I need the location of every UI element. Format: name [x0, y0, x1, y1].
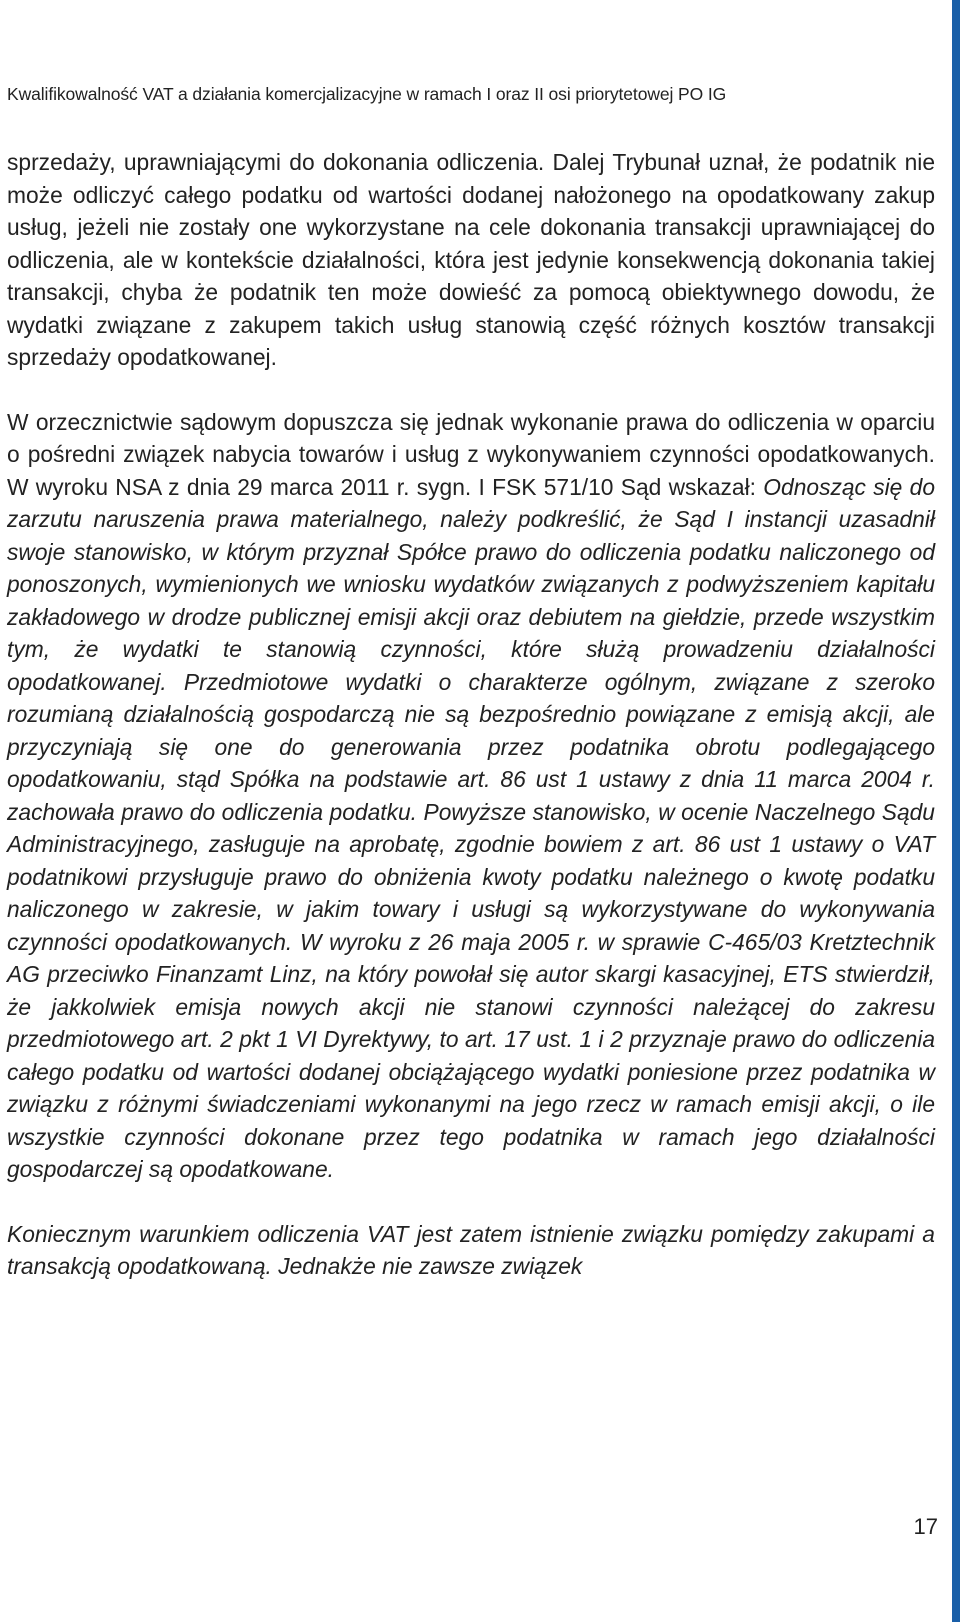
paragraph-2: [7, 406, 935, 1186]
paragraph-2-quote: Odnosząc się do zarzutu naruszenia prawa materialnego, należy podkreślić, że Sąd I instancji uzasadnił swoje stanowisko, w którym przyznał Spółce prawo do odliczenia podatku naliczonego od ponoszonych, wymienionych we wniosku wydatków związanych z podwyższeniem kapitału zakładowego w drodze publicznej emisji akcji oraz debiutem na giełdzie, przede wszystkim tym, że wydatki te stanowią czynności, które służą prowadzeniu działalności opodatkowanej. Przedmiotowe wydatki o charakterze ogólnym, związane z szeroko rozumianą działalnością gospodarczą nie są bezpośrednio powiązane z emisją akcji, ale przyczyniają się one do generowania przez podatnika obrotu podlegającego opodatkowaniu, stąd Spółka na podstawie art. 86 ust 1 ustawy z dnia 11 marca 2004 r. zachowała prawo do odliczenia podatku. Powyższe stanowisko, w ocenie Naczelnego Sądu Administracyjnego, zasługuje na aprobatę, zgodnie bowiem z art. 86 ust 1 ustawy o VAT podatnikowi przysługuje prawo do obniżenia kwoty podatku należnego o kwotę podatku naliczonego w zakresie, w jakim towary i usługi są wykorzystywane do wykonywania czynności opodatkowanych. W wyroku z 26 maja 2005 r. w sprawie C-465/03 Kretztechnik AG przeciwko Finanzamt Linz, na który powołał się autor skargi kasacyjnej, ETS stwierdził, że jakkolwiek emisja nowych akcji nie stanowi czynności należącej do zakresu przedmiotowego art. 2 pkt 1 VI Dyrektywy, to art. 17 ust. 1 i 2 przyznaje prawo do odliczenia całego podatku od wartości dodanej obciążającego wydatki poniesione przez podatnika w związku z różnymi świadczeniami wykonanymi na jego rzecz w ramach emisji akcji, o ile wszystkie czynności dokonane przez tego podatnika w ramach jego działalności gospodarczej są opodatkowane.: [7, 473, 935, 1182]
accent-side-bar: [952, 0, 960, 1622]
page-number: 17: [913, 1514, 938, 1539]
document-body: [7, 146, 935, 1283]
paragraph-1: [7, 146, 935, 374]
running-header: Kwalifikowalność VAT a działania komercjalizacyjne w ramach I oraz II osi priorytetowej PO IG: [7, 84, 727, 104]
paragraph-3: [7, 1218, 935, 1283]
paragraph-3-text: Koniecznym warunkiem odliczenia VAT jest zatem istnienie związku pomiędzy zakupami a transakcją opodatkowaną. Jednakże nie zawsze związek: [7, 1220, 935, 1279]
paragraph-1-text: sprzedaży, uprawniającymi do dokonania odliczenia. Dalej Trybunał uznał, że podatnik nie może odliczyć całego podatku od wartości dodanej nałożonego na opodatkowany zakup usług, jeżeli nie zostały one wykorzystane na cele dokonania transakcji uprawniającej do odliczenia, ale w kontekście działalności, która jest jedynie konsekwencją dokonania takiej transakcji, chyba że podatnik ten może dowieść za pomocą obiektywnego dowodu, że wydatki związane z zakupem takich usług stanowią część różnych kosztów transakcji sprzedaży opodatkowanej.: [7, 149, 935, 370]
paragraph-2-text: W orzecznictwie sądowym dopuszcza się jednak wykonanie prawa do odliczenia w oparciu o pośredni związek nabycia towarów i usług z wykonywaniem czynności opodatkowanych. W wyroku NSA z dnia 29 marca 2011 r. sygn. I FSK 571/10 Sąd wskazał:: [7, 408, 935, 500]
